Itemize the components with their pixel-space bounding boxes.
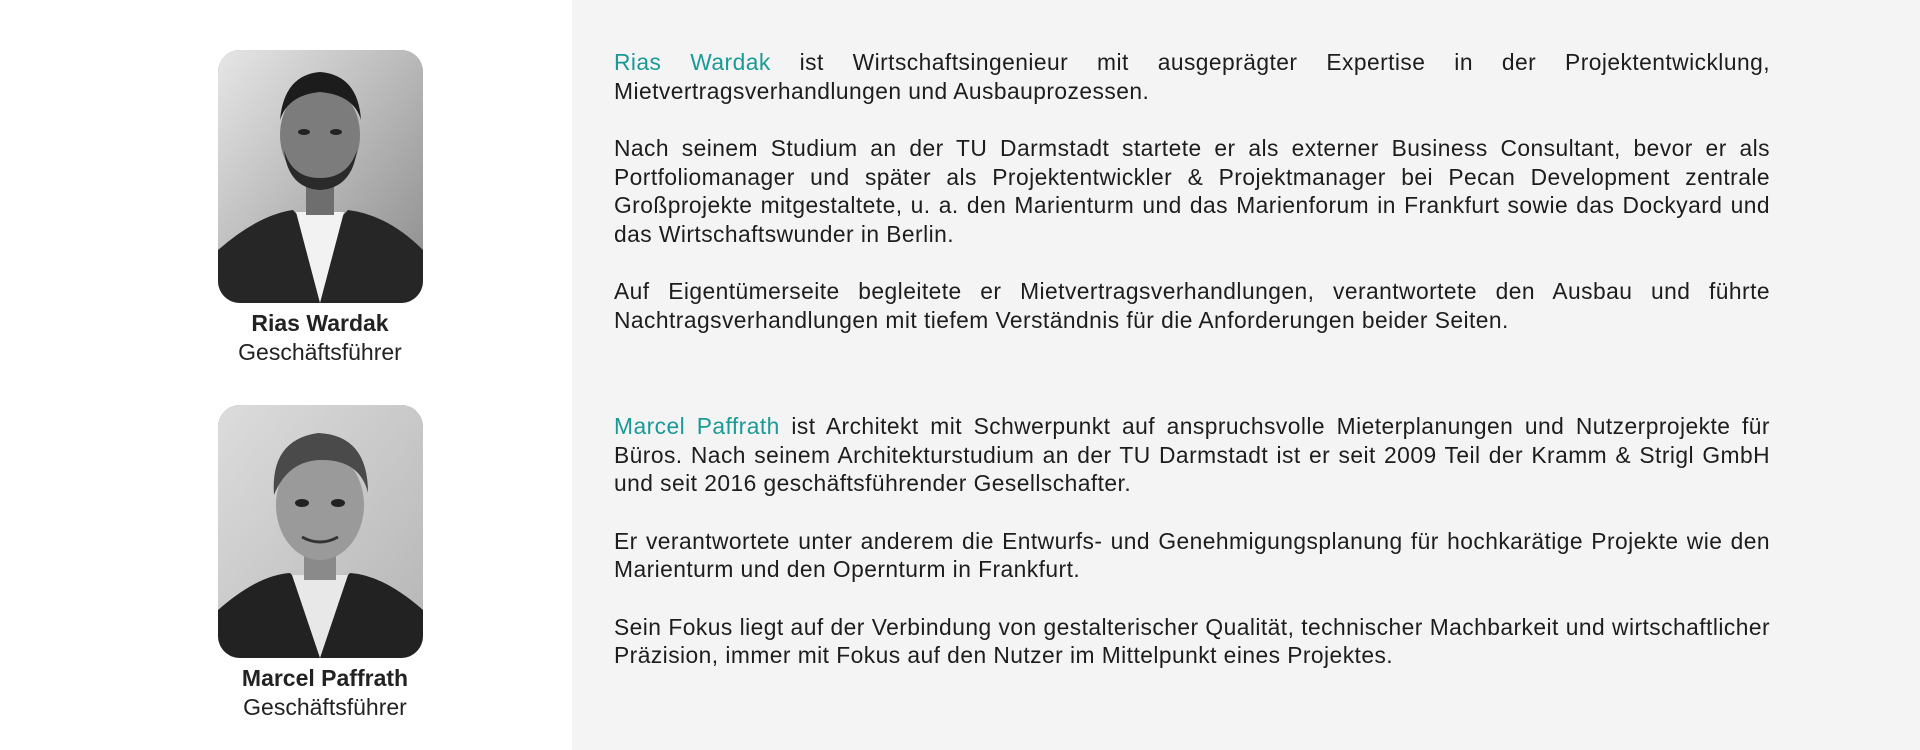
bio-paragraph: Er verantwortete unter anderem die Entwurfs- und Genehmigungsplanung für hochkarätige Projekte wie den Marienturm und den Opernturm in Frankfurt. [614, 527, 1770, 582]
profile-card-marcel-paffrath [195, 405, 455, 722]
bio-paragraph: Auf Eigentümerseite begleitete er Mietvertragsverhandlungen, verantwortete den Ausbau und führte Nachtragsverhandlungen mit tiefem Verständnis für die Anforderungen beider Seiten. [614, 278, 1770, 333]
profile-card-rias-wardak [190, 50, 450, 367]
bio-paragraph-intro [614, 48, 1770, 105]
bio-marcel-paffrath [614, 412, 1770, 699]
bio-paragraph: Sein Fokus liegt auf der Verbindung von gestalterischer Qualität, technischer Machbarkeit und wirtschaftlicher Präzision, immer mit Fokus auf den Nutzer im Mittelpunkt eines Projektes. [614, 613, 1770, 668]
person-name: Marcel Paffrath [241, 665, 409, 691]
person-role: Geschäftsführer [243, 694, 407, 720]
person-role: Geschäftsführer [238, 339, 402, 365]
bio-highlight-name: Marcel Paffrath [614, 413, 780, 439]
bio-paragraph: Nach seinem Studium an der TU Darmstadt startete er als externer Business Consultant, bevor er als Portfoliomanager und später als Projektentwickler & Projektmanager bei Pecan Development zentrale Großprojekte mitgestaltete, u. a. den Marienturm und das Marienforum in Frankfurt sowie das Dockyard und das Wirtschaftswunder in Berlin. [614, 135, 1770, 247]
portrait-image [218, 405, 423, 658]
portrait-photo-rias-wardak [218, 50, 423, 303]
bio-rias-wardak [614, 48, 1770, 363]
bio-intro-text: ist Wirtschaftsingenieur mit ausgeprägter Expertise in der Projektentwicklung, Mietvertragsverhandlungen und Ausbauprozessen. [614, 49, 1770, 104]
bio-paragraph-intro [614, 412, 1770, 498]
person-name: Rias Wardak [251, 310, 389, 336]
portrait-photo-marcel-paffrath [218, 405, 423, 658]
bio-intro-text: ist Architekt mit Schwerpunkt auf anspruchsvolle Mieterplanungen und Nutzerprojekte für Büros. Nach seinem Architekturstudium an der TU Darmstadt ist er seit 2009 Teil der Kramm & Strigl GmbH und seit 2016 geschäftsführender Gesellschafter. [614, 413, 1770, 496]
portrait-image [218, 50, 423, 303]
bio-highlight-name: Rias Wardak [614, 49, 771, 75]
